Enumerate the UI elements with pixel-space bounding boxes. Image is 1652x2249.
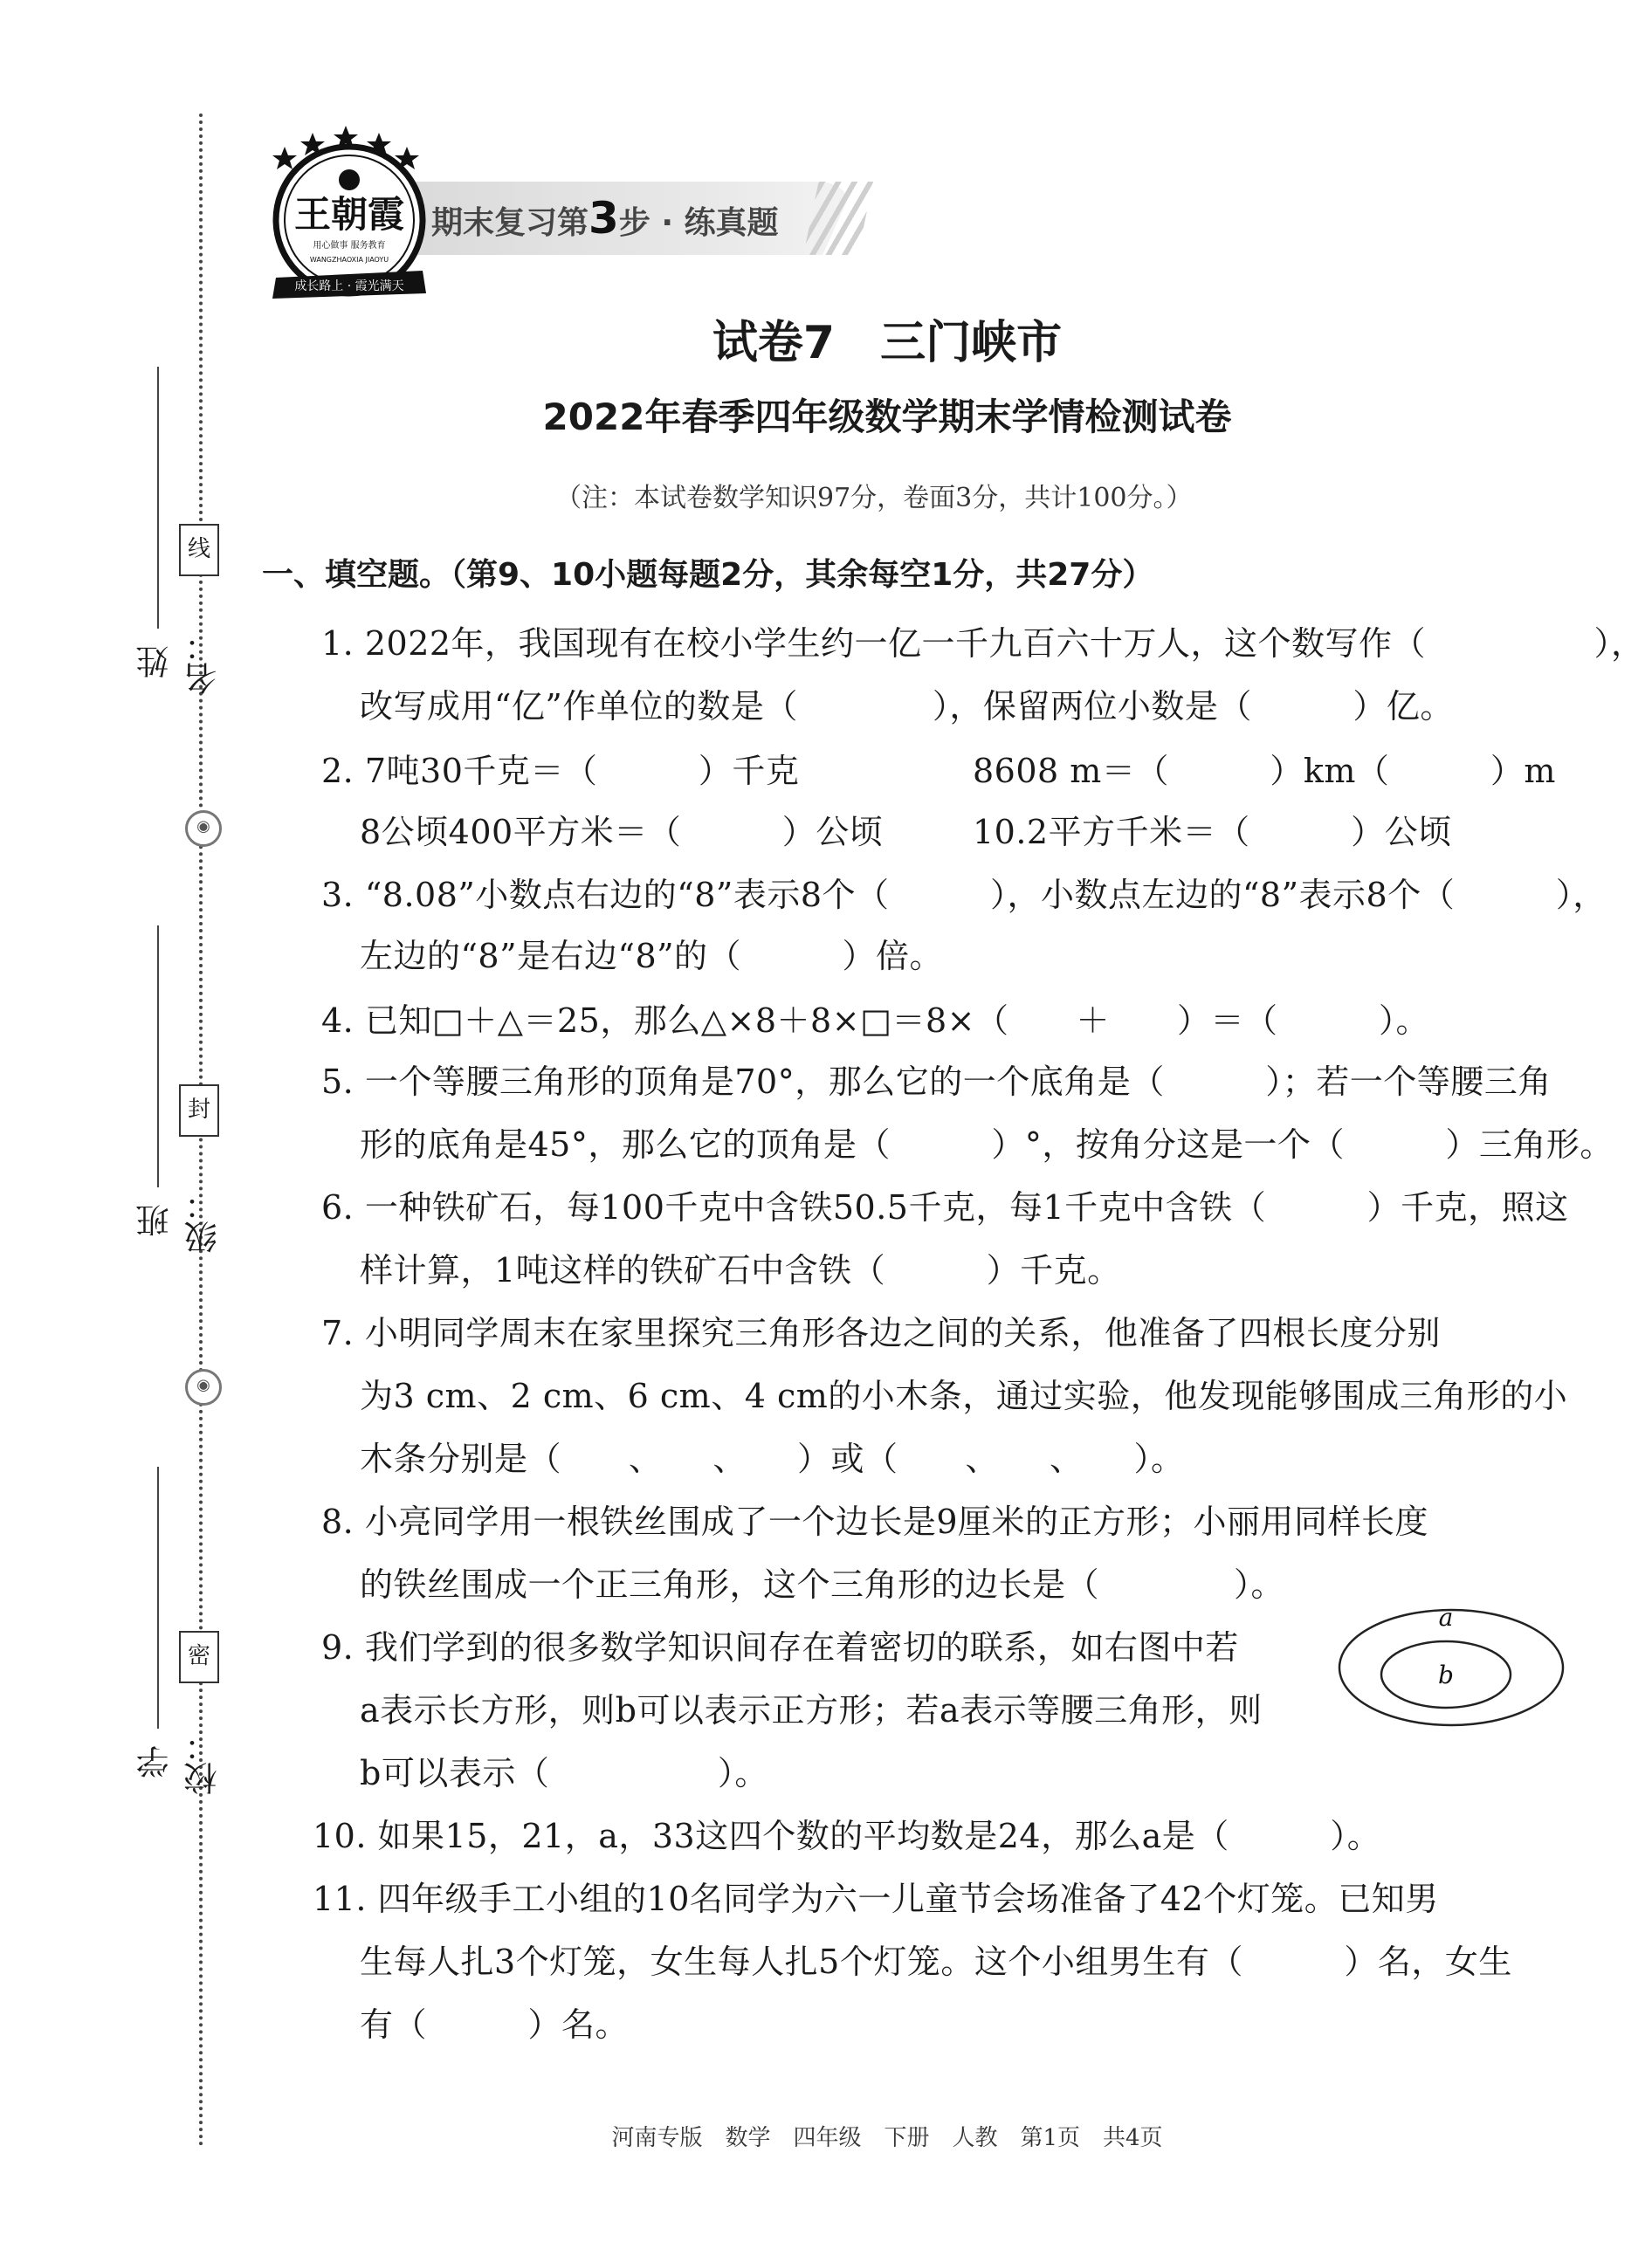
question-10: 10. 如果15，21，a，33这四个数的平均数是24，那么a是（ ）。 (313, 1817, 1381, 1855)
badge-emblem-icon (339, 169, 360, 190)
margin-mark-line: 线 (179, 524, 219, 576)
question-7-line-3: 木条分别是（ 、 、 ）或（ 、 、 ）。 (360, 1440, 1185, 1478)
margin-ornament-icon: ◉ (185, 810, 222, 847)
page-footer: 河南专版 数学 四年级 下册 人教 第1页 共4页 (611, 2125, 1163, 2151)
name-label: 姓名： (136, 629, 223, 695)
question-3-line-2: 左边的“8”是右边“8”的（ ）倍。 (360, 937, 944, 975)
question-11-line-1: 11. 四年级手工小组的10名同学为六一儿童节会场准备了42个灯笼。已知男 (313, 1880, 1439, 1918)
question-1-line-1: 1. 2022年，我国现有在校小学生约一亿一千九百六十万人，这个数写作（ ）， (321, 624, 1645, 663)
class-underline (157, 925, 159, 1187)
brand-tagline: 用心做事 服务教育 (313, 241, 386, 251)
question-8-line-2: 的铁丝围成一个正三角形，这个三角形的边长是（ ）。 (360, 1565, 1285, 1604)
question-2-item-2: 8608 m＝（ ）km（ ）m (973, 752, 1556, 790)
brand-logo (255, 122, 447, 306)
question-8-line-1: 8. 小亮同学用一根铁丝围成了一个边长是9厘米的正方形；小丽用同样长度 (321, 1503, 1429, 1541)
banner-text-pre: 期末复习第 (431, 205, 589, 241)
question-9-line-1: 9. 我们学到的很多数学知识间存在着密切的联系，如右图中若 (321, 1628, 1239, 1667)
exam-subtitle: 2022年春季四年级数学期末学情检测试卷 (542, 395, 1232, 438)
margin-mark-secret: 密 (179, 1631, 219, 1683)
question-2-item-1: 2. 7吨30千克＝（ ）千克 (321, 752, 800, 790)
question-5-line-2: 形的底角是45°，那么它的顶角是（ ）°，按角分这是一个（ ）三角形。 (360, 1125, 1614, 1164)
class-label: 班级： (136, 1187, 223, 1254)
banner-step-number: 3 (589, 193, 619, 244)
margin-ornament-icon: ◉ (185, 1369, 222, 1406)
score-note: （注：本试卷数学知识97分，卷面3分，共计100分。） (555, 483, 1193, 513)
brand-name: 王朝霞 (293, 193, 405, 236)
question-1-line-2: 改写成用“亿”作单位的数是（ ），保留两位小数是（ ）亿。 (360, 687, 1454, 726)
outer-label: a (1438, 1603, 1454, 1632)
school-underline (157, 1467, 159, 1729)
inner-label: b (1438, 1661, 1454, 1689)
question-7-line-1: 7. 小明同学周末在家里探究三角形各边之间的关系，他准备了四根长度分别 (321, 1314, 1441, 1352)
question-11-line-2: 生每人扎3个灯笼，女生每人扎5个灯笼。这个小组男生有（ ）名，女生 (360, 1943, 1512, 1981)
banner-text (431, 194, 779, 243)
section-heading: 一、填空题。（第9、10小题每题2分，其余每空1分，共27分） (262, 557, 1154, 593)
question-9-line-2: a表示长方形，则b可以表示正方形；若a表示等腰三角形，则 (360, 1691, 1263, 1730)
question-6-line-1: 6. 一种铁矿石，每100千克中含铁50.5千克，每1千克中含铁（ ）千克，照这 (321, 1188, 1569, 1227)
question-7-line-2: 为3 cm、2 cm、6 cm、4 cm的小木条，通过实验，他发现能够围成三角形的小 (360, 1377, 1568, 1415)
set-diagram (1334, 1598, 1568, 1729)
banner-text-post: 步 · 练真题 (618, 205, 779, 241)
question-2-item-3: 8公顷400平方米＝（ ）公顷 (360, 813, 884, 851)
question-9-line-3: b可以表示（ ）。 (360, 1754, 768, 1792)
question-4: 4. 已知□＋△＝25，那么△×8＋8×□＝8×（ ＋ ）＝（ ）。 (321, 1001, 1429, 1040)
school-label: 学校： (136, 1729, 223, 1795)
question-11-line-3: 有（ ）名。 (360, 2005, 630, 2044)
question-3-line-1: 3. “8.08”小数点右边的“8”表示8个（ ），小数点左边的“8”表示8个（ ）， (321, 876, 1607, 914)
question-5-line-1: 5. 一个等腰三角形的顶角是70°，那么它的一个底角是（ ）；若一个等腰三角 (321, 1063, 1552, 1101)
margin-mark-seal: 封 (179, 1084, 219, 1137)
brand-pinyin: WANGZHAOXIA JIAOYU (309, 256, 389, 264)
question-6-line-2: 样计算，1吨这样的铁矿石中含铁（ ）千克。 (360, 1251, 1121, 1290)
exam-title: 试卷7 三门峡市 (712, 317, 1063, 369)
question-2-item-4: 10.2平方千米＝（ ）公顷 (973, 813, 1452, 851)
brand-ribbon-text: 成长路上 · 霞光满天 (294, 279, 404, 293)
